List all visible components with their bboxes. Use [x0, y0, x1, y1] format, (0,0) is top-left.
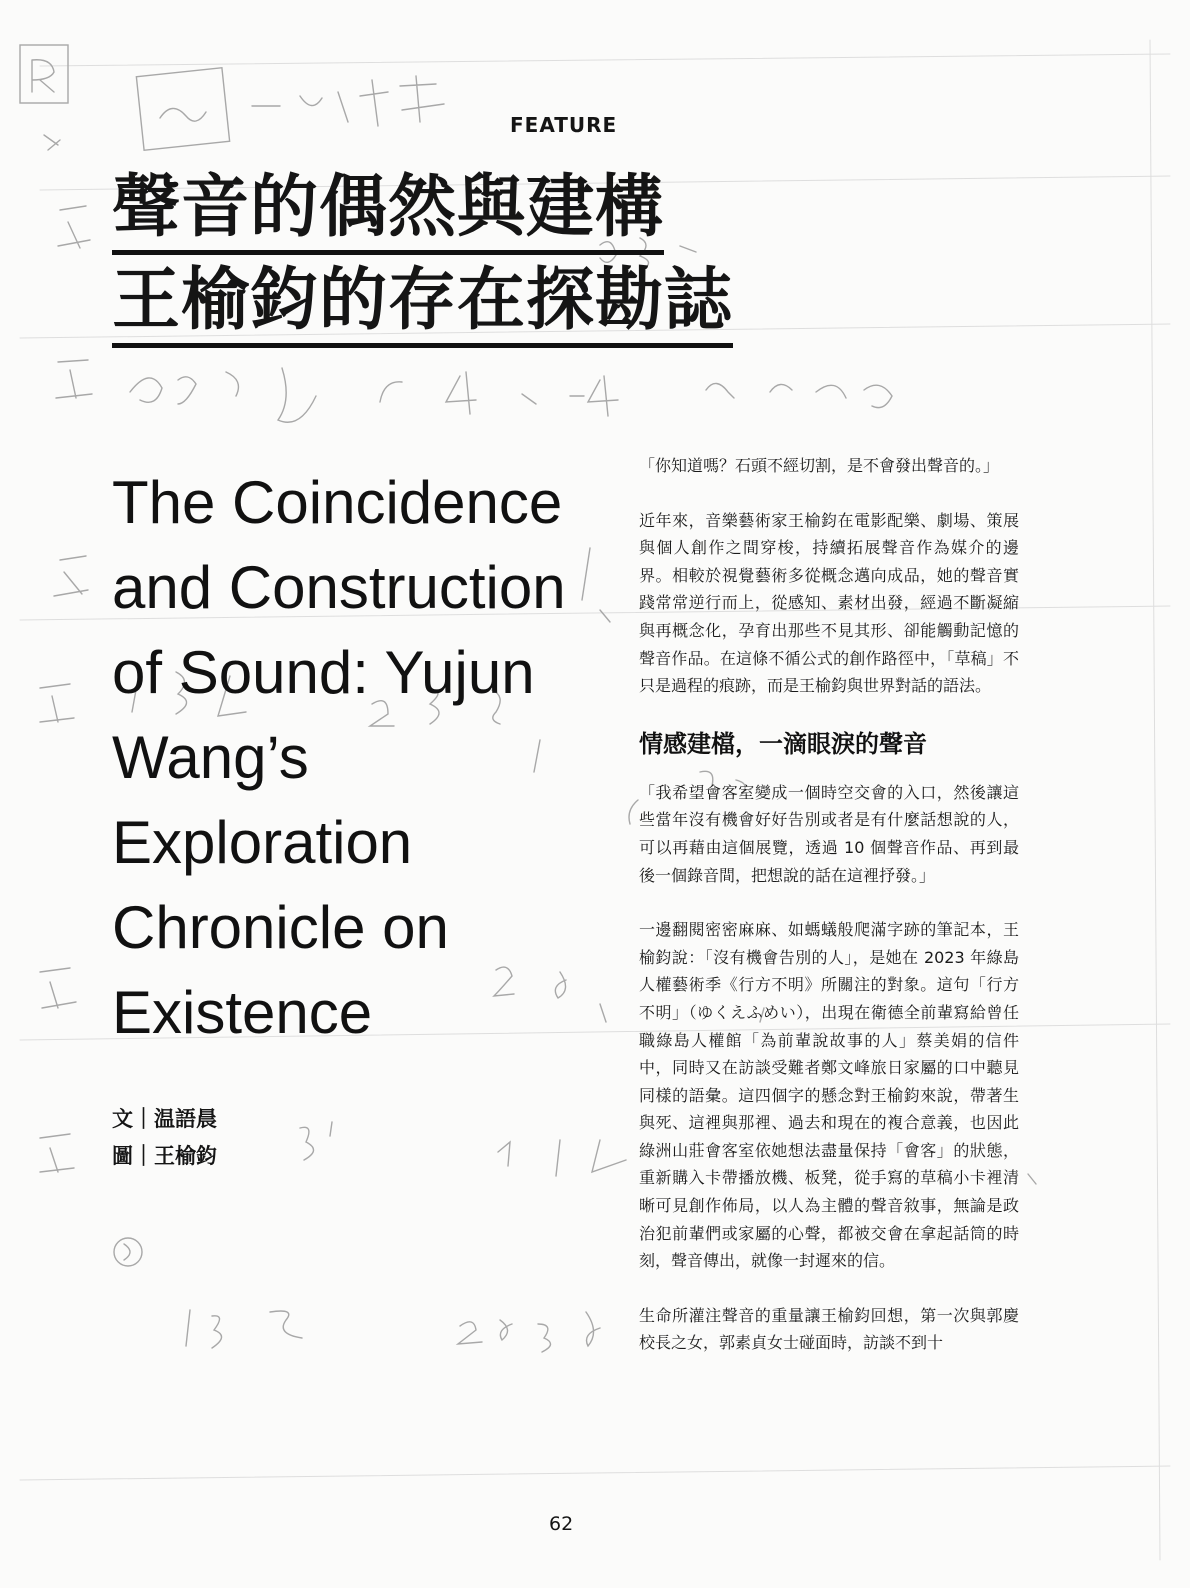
chinese-title-line2: 王榆鈞的存在探勘誌 [112, 261, 733, 348]
image-credit: 圖｜王榆鈞 [112, 1144, 217, 1168]
credits [112, 1101, 217, 1175]
body-paragraph: 「我希望會客室變成一個時空交會的入口，然後讓這些當年沒有機會好好告別或者是有什麼話想說的人，可以再藉由這個展覽，透過 10 個聲音作品、再到最後一個錄音間，把想說的話在這裡抒發。」 [639, 782, 1019, 885]
english-title: The Coincidence and Construction of Sound: Yujun Wang’s Exploration Chronicle on Existence [112, 469, 566, 1046]
body-paragraph: 近年來，音樂藝術家王榆鈞在電影配樂、劇場、策展與個人創作之間穿梭，持續拓展聲音作為媒介的邊界。相較於視覺藝術多從概念邁向成品，她的聲音實踐常常逆行而上，從感知、素材出發，經過不斷凝縮與再概念化，孕育出那些不見其形、卻能觸動記憶的聲音作品。在這條不循公式的創作路徑中，「草稿」不只是過程的痕跡，而是王榆鈞與世界對話的語法。 [639, 510, 1019, 696]
section-label: FEATURE [510, 113, 618, 137]
author-credit: 文｜温語晨 [112, 1107, 217, 1131]
body-paragraph: 生命所灌注聲音的重量讓王榆鈞回想，第一次與郭慶校長之女，郭素貞女士碰面時，訪談不到十 [639, 1305, 1019, 1353]
page-number: 62 [549, 1513, 574, 1535]
body-paragraph: 一邊翻閱密密麻麻、如螞蟻般爬滿字跡的筆記本，王榆鈞說：「沒有機會告別的人」，是她在 2023 年綠島人權藝術季《行方不明》所關注的對象。這句「行方不明」（ゆくえふめい），出現在衛德全前輩寫給曾任職綠島人權館「為前輩說故事的人」蔡美娟的信件中，同時又在訪談受難者鄭文峰旅日家屬的口中聽見同樣的語彙。這四個字的懸念對王榆鈞來說，帶著生與死、這裡與那裡、過去和現在的複合意義，也因此綠洲山莊會客室依她想法盡量保持「會客」的狀態，重新購入卡帶播放機、板凳，從手寫的草稿小卡裡清晰可見創作佈局，以人為主體的聲音敘事，無論是政治犯前輩們或家屬的心聲，都被交會在拿起話筒的時刻，聲音傳出，就像一封遲來的信。 [639, 920, 1019, 1271]
article-body [639, 452, 1019, 1384]
chinese-title-line1: 聲音的偶然與建構 [112, 168, 664, 255]
opening-quote: 「你知道嗎？石頭不經切割，是不會發出聲音的。」 [639, 456, 1000, 475]
section-heading: 情感建檔，一滴眼淚的聲音 [639, 729, 927, 758]
chinese-title [112, 168, 733, 354]
